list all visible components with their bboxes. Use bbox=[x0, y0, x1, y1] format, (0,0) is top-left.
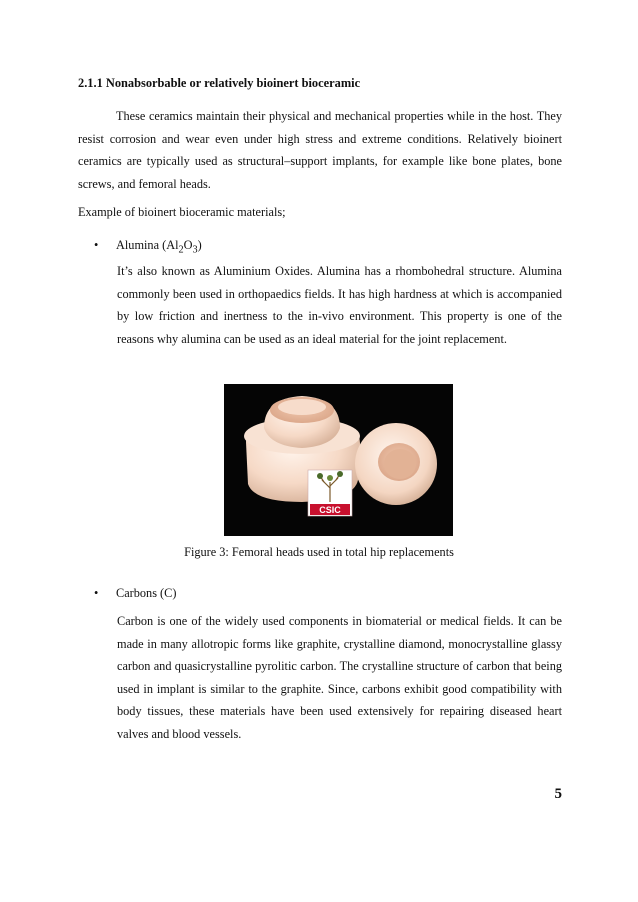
csic-logo-text: CSIC bbox=[319, 505, 341, 515]
section-heading: 2.1.1 Nonabsorbable or relatively bioinert bioceramic bbox=[78, 76, 361, 90]
carbon-bullet bbox=[94, 582, 176, 605]
femoral-heads-image bbox=[224, 384, 453, 536]
carbon-paragraph: Carbon is one of the widely used components in biomaterial or medical fields. It can be made in many allotropic forms like graphite, crystalline diamond, monocrystalline glassy carbon and quasicrystalline pyrolitic carbon. The crystalline structure of carbon that being used in implant is similar to the graphite. Since, carbons exhibit good compatibility with body tissues, these materials have been used extensively for repairing diseased heart valves and blood vessels. bbox=[117, 614, 562, 741]
carbon-label: Carbons (C) bbox=[116, 586, 177, 600]
examples-lead: Example of bioinert bioceramic materials; bbox=[78, 205, 286, 219]
alumina-bullet bbox=[94, 234, 202, 262]
figure-caption: Figure 3: Femoral heads used in total hip replacements bbox=[184, 545, 454, 559]
femoral-heads-photo bbox=[224, 384, 453, 536]
alumina-paragraph: It’s also known as Aluminium Oxides. Alumina has a rhombohedral structure. Alumina commonly been used in orthopaedics fields. It has high hardness at which is accompanied by low friction and inertness to the in-vivo environment. This property is one of the reasons why alumina can be used as an ideal material for the joint replacement. bbox=[117, 264, 562, 346]
bullet-dot-icon: • bbox=[94, 586, 99, 600]
page-number: 5 bbox=[554, 786, 562, 802]
intro-paragraph: These ceramics maintain their physical and mechanical properties while in the host. They resist corrosion and wear even under high stress and extreme conditions. Relatively bioinert ceramics are typically used as structural–support implants, for example like bone plates, bone screws, and femoral heads. bbox=[78, 109, 562, 191]
alumina-label: Alumina $(Al_2O_3)$ bbox=[116, 238, 202, 256]
bullet-dot-icon: • bbox=[94, 238, 99, 252]
